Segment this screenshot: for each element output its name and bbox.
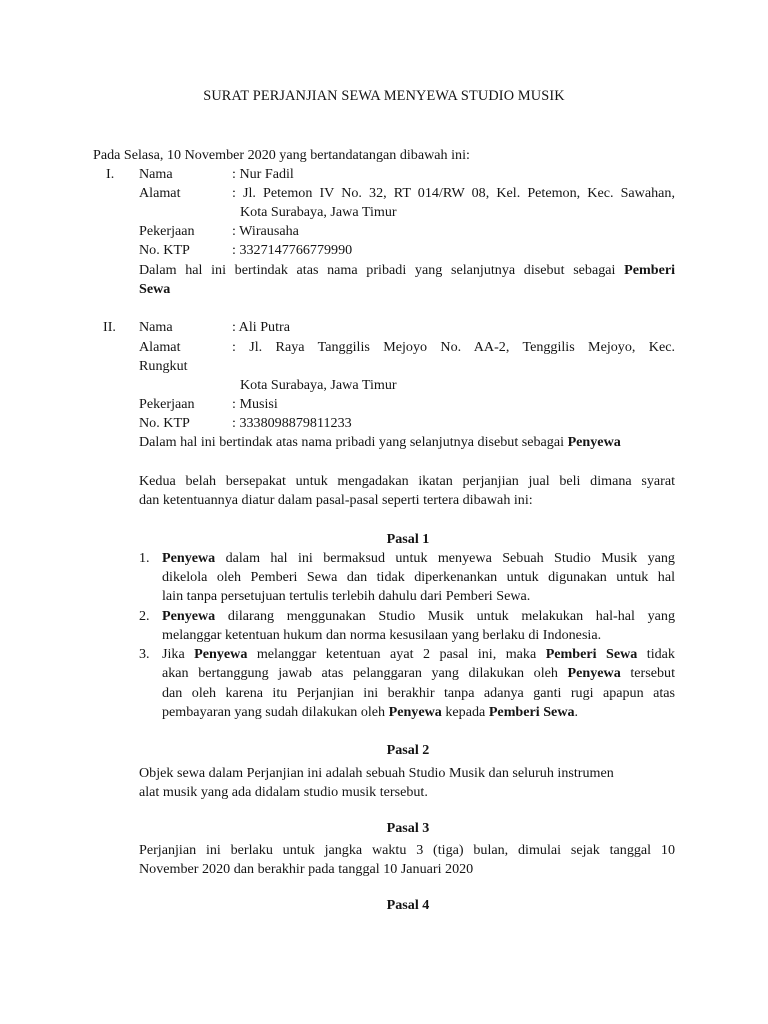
- pasal-1-item-2-number: 2.: [139, 608, 150, 624]
- document-title: SURAT PERJANJIAN SEWA MENYEWA STUDIO MUSIK: [203, 88, 565, 104]
- pasal-3-line-2: November 2020 dan berakhir pada tanggal 10 Januari 2020: [139, 861, 474, 877]
- party-1-ktp-value: : 3327147766779990: [232, 242, 353, 258]
- party-2-alamat-line-2: Kota Surabaya, Jawa Timur: [240, 377, 397, 393]
- party-2-nama-label: Nama: [139, 319, 173, 335]
- party-1-ktp-label: No. KTP: [139, 242, 190, 258]
- pasal-2-line-2: alat musik yang ada didalam studio musik tersebut.: [139, 784, 428, 800]
- agreement-line-2: dan ketentuannya diatur dalam pasal-pasal seperti tertera dibawah ini:: [139, 492, 533, 508]
- party-1-pekerjaan-value: : Wirausaha: [232, 223, 299, 239]
- party-2-pekerjaan-value: : Musisi: [232, 396, 278, 412]
- party-1-role-line-1: Dalam hal ini bertindak atas nama pribadi yang selanjutnya disebut sebagai Pemberi: [139, 262, 675, 278]
- pasal-1-item-2-line-2: melanggar ketentuan hukum dan norma kesusilaan yang berlaku di Indonesia.: [162, 627, 602, 643]
- party-2-role-line: Dalam hal ini bertindak atas nama pribadi yang selanjutnya disebut sebagai Penyewa: [139, 434, 621, 450]
- pasal-1-item-1-line-2: dikelola oleh Pemberi Sewa dan tidak diperkenankan untuk digunakan untuk hal: [162, 569, 675, 585]
- pasal-1-item-3-number: 3.: [139, 646, 150, 662]
- party-2-ktp-value: : 3338098879811233: [232, 415, 352, 431]
- pasal-1-item-1-line-1: Penyewa dalam hal ini bermaksud untuk menyewa Sebuah Studio Musik yang: [162, 550, 675, 566]
- pasal-1-heading: Pasal 1: [386, 531, 430, 547]
- party-1-nama-value: : Nur Fadil: [232, 166, 294, 182]
- party-1-role-line-2: Sewa: [139, 281, 171, 297]
- pasal-1-item-1-line-3: lain tanpa persetujuan tertulis terlebih dahulu dari Pemberi Sewa.: [162, 588, 531, 604]
- pasal-1-item-1-number: 1.: [139, 550, 150, 566]
- party-2-alamat-line-1b: Rungkut: [139, 358, 188, 374]
- party-2-alamat-line-1: : Jl. Raya Tanggilis Mejoyo No. AA-2, Tenggilis Mejoyo, Kec.: [232, 339, 675, 355]
- party-1-pekerjaan-label: Pekerjaan: [139, 223, 195, 239]
- pasal-1-item-2-line-1: Penyewa dilarang menggunakan Studio Musik untuk melakukan hal-hal yang: [162, 608, 675, 624]
- pasal-2-line-1: Objek sewa dalam Perjanjian ini adalah sebuah Studio Musik dan seluruh instrumen: [139, 765, 614, 781]
- pasal-1-item-3-line-4: pembayaran yang sudah dilakukan oleh Penyewa kepada Pemberi Sewa.: [162, 704, 579, 720]
- agreement-line-1: Kedua belah bersepakat untuk mengadakan ikatan perjanjian jual beli dimana syarat: [139, 473, 675, 489]
- pasal-3-heading: Pasal 3: [386, 820, 430, 836]
- party-2-roman: II.: [103, 319, 116, 335]
- pasal-2-heading: Pasal 2: [386, 742, 430, 758]
- party-2-nama-value: : Ali Putra: [232, 319, 290, 335]
- party-1-alamat-line-2: Kota Surabaya, Jawa Timur: [240, 204, 397, 220]
- party-1-roman: I.: [106, 166, 115, 182]
- party-1-alamat-label: Alamat: [139, 185, 181, 201]
- intro-text: Pada Selasa, 10 November 2020 yang bertandatangan dibawah ini:: [93, 147, 470, 163]
- pasal-1-item-3-line-3: dan oleh karena itu Perjanjian ini berakhir tanpa adanya ganti rugi apapun atas: [162, 685, 675, 701]
- pasal-3-line-1: Perjanjian ini berlaku untuk jangka waktu 3 (tiga) bulan, dimulai sejak tanggal 10: [139, 842, 675, 858]
- party-1-alamat-line-1: : Jl. Petemon IV No. 32, RT 014/RW 08, Kel. Petemon, Kec. Sawahan,: [232, 185, 675, 201]
- party-2-ktp-label: No. KTP: [139, 415, 190, 431]
- party-1-nama-label: Nama: [139, 166, 173, 182]
- pasal-1-item-3-line-1: Jika Penyewa melanggar ketentuan ayat 2 pasal ini, maka Pemberi Sewa tidak: [162, 646, 675, 662]
- party-2-pekerjaan-label: Pekerjaan: [139, 396, 195, 412]
- party-2-alamat-label: Alamat: [139, 339, 181, 355]
- pasal-1-item-3-line-2: akan bertanggung jawab atas pelanggaran yang dilakukan oleh Penyewa tersebut: [162, 665, 675, 681]
- pasal-4-heading: Pasal 4: [386, 897, 430, 913]
